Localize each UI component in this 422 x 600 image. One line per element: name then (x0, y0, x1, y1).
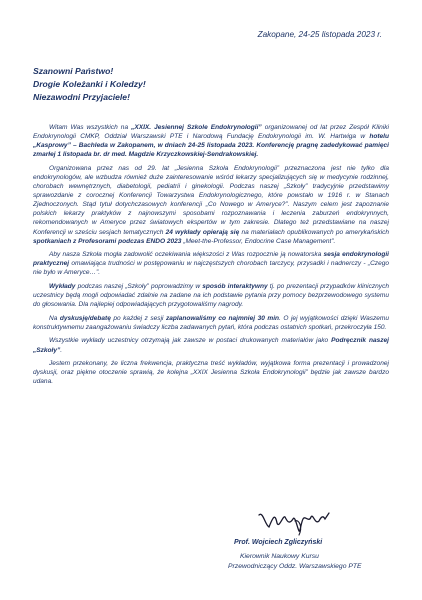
text-run: tj. po prezentacji przypadków klinicznych uczestnicy będą mogli odpowiadać zdalnie na zadane na ich podstawie pytania przy pomocy bezprzewodowego systemu do głosowania. Dla najlepiej odpowiadających przygotowaliśmy nagrody. (33, 283, 389, 309)
bold-run: „XXIX. Jesiennej Szkole Endokrynologii” (131, 124, 262, 131)
text-run: organizowanej od lat przez Zespół Kliniki Endokrynologii CMKP, Oddział Warszawski PTE i Narodową Fundację Endokrynologii im. W. Hartwiga w (33, 124, 389, 141)
bold-run: sesja endokrynologii praktycznej (33, 251, 389, 268)
bold-run: Podręcznik naszej „Szkoły” (33, 337, 390, 354)
paragraph-1 (33, 123, 389, 159)
text-run: Wszystkie wykłady uczestnicy otrzymają jak zawsze w postaci drukowanych materiałów jako (49, 337, 332, 345)
paragraph-2 (33, 164, 389, 246)
bold-run: 24 wykłady opierają się (165, 228, 240, 236)
text-run: na materiałach opublikowanych po amerykańskich (239, 228, 389, 236)
bold-run: zaplanowaliśmy co najmniej 30 min (166, 314, 280, 322)
text-run: Aby nasza Szkoła mogła zadowolić oczekiwania większości z Was rozpocznie ją nowatorska (49, 251, 324, 259)
signature-block (228, 538, 362, 572)
bold-run: dyskusję/debatę (59, 314, 111, 322)
bold-run: Wykłady (49, 283, 76, 290)
text-run: Witam Was wszystkich na (49, 124, 132, 131)
signatory-role-2: Przewodniczący Oddz. Warszawskiego PTE (228, 563, 362, 570)
signatory-name: Prof. Wojciech Zgliczyński (234, 539, 323, 546)
text-run: Na (49, 314, 60, 322)
bold-run: sposób interaktywny (202, 283, 268, 290)
letter-date: Zakopane, 24-25 listopada 2023 r. (257, 30, 382, 39)
text-run: podczas naszej „Szkoły” poprowadzimy w (75, 283, 203, 290)
greeting-line-1: Szanowni Państwo! (33, 66, 114, 76)
text-run: omawiająca trudności w postępowaniu w najczęstszych chorobach tarczycy, przysadki i nadnerczy - „Czego nie było w Ameryce…”. (33, 260, 389, 277)
signatory-role-1: Kierownik Naukowy Kursu (240, 553, 319, 560)
handwritten-signature (255, 505, 345, 537)
text-run: Jestem przekonany, że liczna frekwencja, praktyczna treść wykładów, wyjątkowa forma prezentacji i prowadzonej dyskusji, oraz piękne otoczenie sprawią, że kolejna „XXIX Jesienna Szkoła Endokrynologii” będzie jak zawsze bardzo udana. (33, 360, 389, 386)
greeting-line-3: Niezawodni Przyjaciele! (33, 92, 130, 102)
paragraph-3 (33, 250, 389, 277)
paragraph-6 (33, 336, 389, 354)
paragraph-4 (33, 282, 389, 309)
text-run: Organizowana przez nas od 29. lat „Jesienna Szkoła Endokrynologii” przeznaczona jest nie tylko dla endokrynologów, ale wzbudza również duże zainteresowanie wśród lekarzy specjalizujących się w medycynie rodzinnej, chorobach wewnętrznych, diabetologii, pediatrii i ginekologii. Podczas naszej „Szkoły” tradycyjnie przedstawimy sprawozdanie z corocznej Konferencji Towarzystwa Endokrynologicznego, które powstało w 1916 r. w Stanach Zjednoczonych. Stąd tytuł dotychczasowych konferencji „Co Nowego w Ameryce?”. Naszym celem jest zapoznanie polskich lekarzy praktyków z najnowszymi sposobami rozpoznawania i leczenia zaburzeń endokrynnych, rekomendowanych w Ameryce przez światowych ekspertów w tym zakresie. Dlatego też przedstawiane na naszej Konferencji w sześciu sesjach tematycznych (33, 164, 389, 236)
bold-run: hotelu „Kasprowy” – Bachleda w Zakopanem, w dniach 24-25 listopada 2023. Konferencję pragnę zadedykować pamięci zmarłej 1 listopada br. dr med. Magdzie Krzyczkowskiej-Sendrakowskiej. (33, 133, 389, 159)
paragraph-7 (33, 359, 389, 386)
paragraph-5 (33, 314, 389, 332)
greeting (33, 65, 146, 104)
text-run: . O jej wyjątkowości dzięki Waszemu konstruktywnemu zaangażowaniu świadczy liczba zadawanych pytań, która podczas ostatnich spotkań, przekroczyła 150. (33, 314, 389, 331)
letter-body (33, 123, 389, 391)
text-run: „Meet-the-Professor, Endocrine Case Management”. (181, 237, 336, 245)
bold-run: spotkaniach z Profesorami podczas ENDO 2023 (33, 237, 182, 245)
text-run: . (60, 346, 63, 354)
greeting-line-2: Drogie Koleżanki i Koledzy! (33, 79, 146, 89)
text-run: po każdej z sesji (110, 314, 166, 322)
